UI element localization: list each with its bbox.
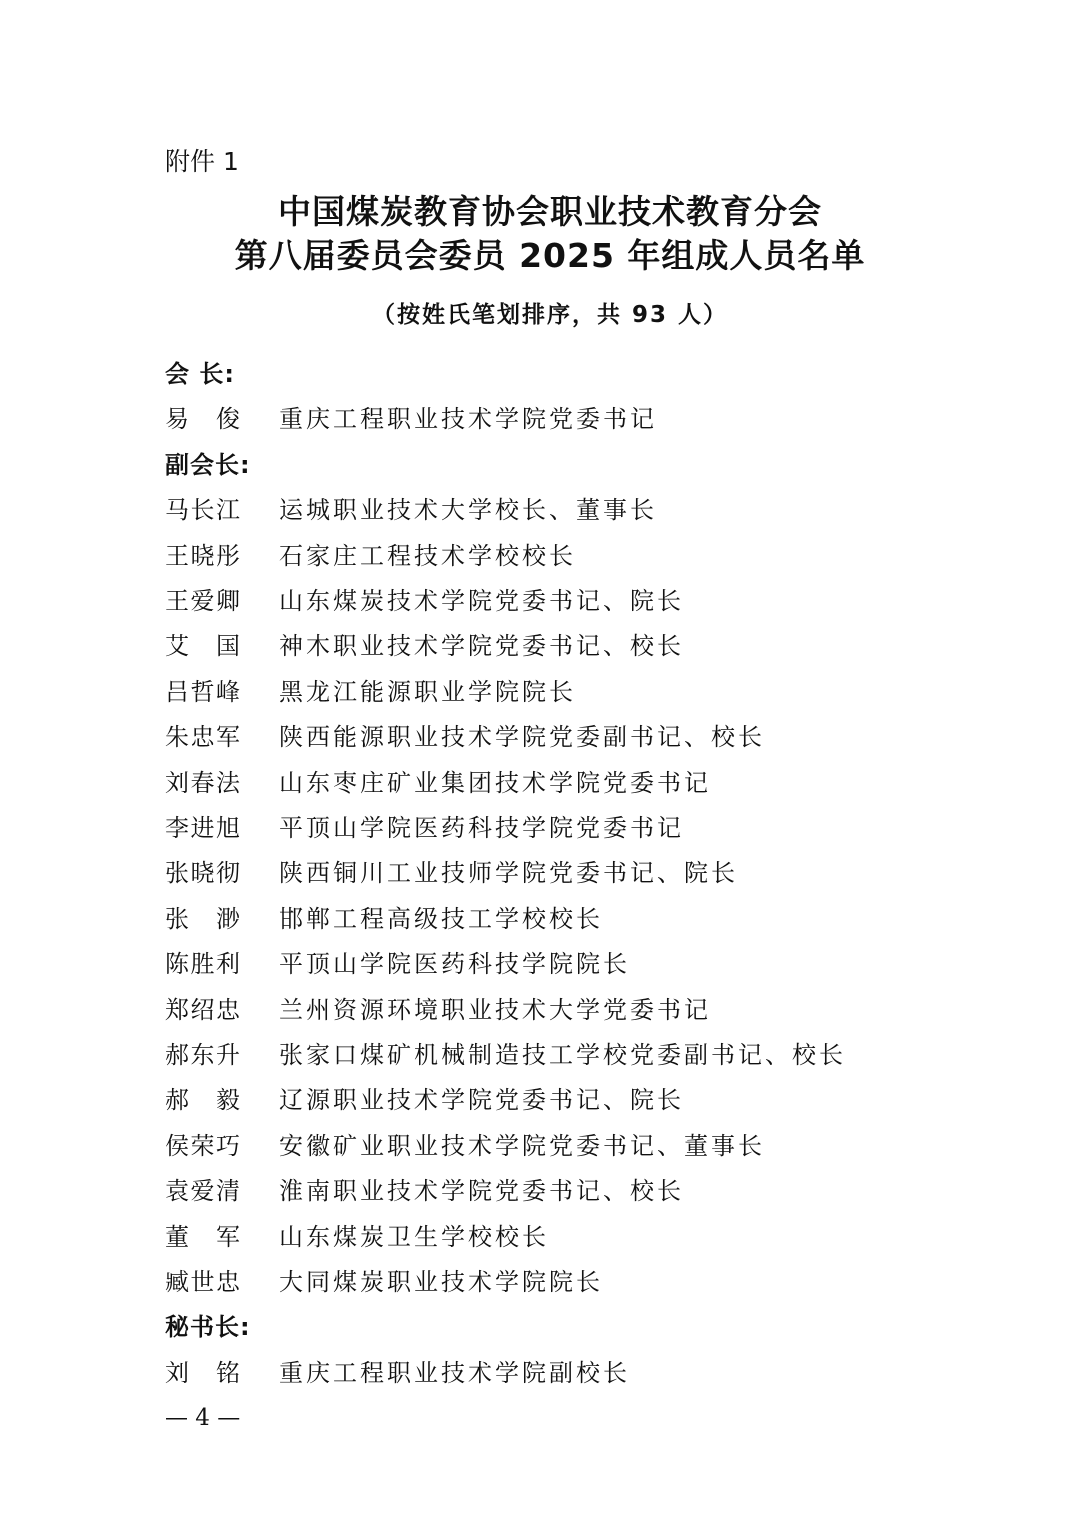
member-position: 陕西能源职业技术学院党委副书记、校长 — [279, 723, 765, 752]
member-name: 马长江 — [165, 496, 241, 525]
member-name: 刘春法 — [165, 768, 241, 797]
member-name: 臧世忠 — [165, 1268, 241, 1296]
member-position: 张家口煤矿机械制造技工学校党委副书记、校长 — [279, 1041, 846, 1069]
member-name: 侯荣巧 — [165, 1131, 241, 1160]
member-position: 安徽矿业职业技术学院党委书记、董事长 — [279, 1131, 765, 1160]
member-name: 袁爱清 — [165, 1177, 241, 1206]
member-name: 易 俊 — [165, 405, 241, 434]
page-number: — 4 — — [165, 1405, 241, 1431]
member-position: 神木职业技术学院党委书记、校长 — [279, 632, 684, 661]
section-heading: 会 长: — [165, 360, 235, 388]
member-name: 陈胜利 — [165, 950, 241, 979]
section-heading: 副会长: — [165, 450, 251, 479]
member-name: 郝 毅 — [165, 1086, 241, 1115]
member-position: 山东煤炭卫生学校校长 — [279, 1222, 549, 1251]
member-name: 李进旭 — [165, 814, 241, 842]
member-name: 董 军 — [165, 1222, 241, 1251]
member-name: 郑绍忠 — [165, 995, 241, 1024]
document-title-line1: 中国煤炭教育协会职业技术教育分会 — [278, 192, 822, 231]
member-position: 平顶山学院医药科技学院院长 — [279, 950, 630, 979]
member-name: 吕哲峰 — [165, 677, 241, 706]
member-name: 艾 国 — [165, 632, 241, 661]
member-position: 平顶山学院医药科技学院党委书记 — [279, 814, 684, 842]
member-position: 淮南职业技术学院党委书记、校长 — [279, 1177, 684, 1206]
member-position: 石家庄工程技术学校校长 — [279, 541, 576, 570]
section-heading: 秘书长: — [165, 1313, 251, 1342]
member-position: 运城职业技术大学校长、董事长 — [279, 496, 657, 525]
member-position: 重庆工程职业技术学院党委书记 — [279, 405, 657, 434]
member-name: 刘 铭 — [165, 1358, 241, 1387]
member-position: 黑龙江能源职业学院院长 — [279, 677, 576, 706]
document-title-line2: 第八届委员会委员 2025 年组成人员名单 — [234, 236, 866, 275]
member-position: 邯郸工程高级技工学校校长 — [279, 904, 603, 933]
member-position: 辽源职业技术学院党委书记、院长 — [279, 1086, 684, 1115]
member-name: 王晓彤 — [165, 541, 241, 570]
member-position: 山东枣庄矿业集团技术学院党委书记 — [279, 768, 711, 797]
member-name: 王爱卿 — [165, 587, 241, 615]
member-name: 郝东升 — [165, 1041, 241, 1069]
member-name: 张 渺 — [165, 904, 241, 933]
member-position: 山东煤炭技术学院党委书记、院长 — [279, 587, 684, 615]
member-name: 朱忠军 — [165, 723, 241, 752]
member-position: 兰州资源环境职业技术大学党委书记 — [279, 995, 711, 1024]
member-name: 张晓彻 — [165, 859, 241, 888]
attachment-label: 附件 1 — [165, 147, 239, 176]
document-subtitle: （按姓氏笔划排序，共 93 人） — [371, 302, 729, 328]
member-position: 陕西铜川工业技师学院党委书记、院长 — [279, 859, 738, 888]
member-position: 重庆工程职业技术学院副校长 — [279, 1358, 630, 1387]
member-position: 大同煤炭职业技术学院院长 — [279, 1268, 603, 1296]
